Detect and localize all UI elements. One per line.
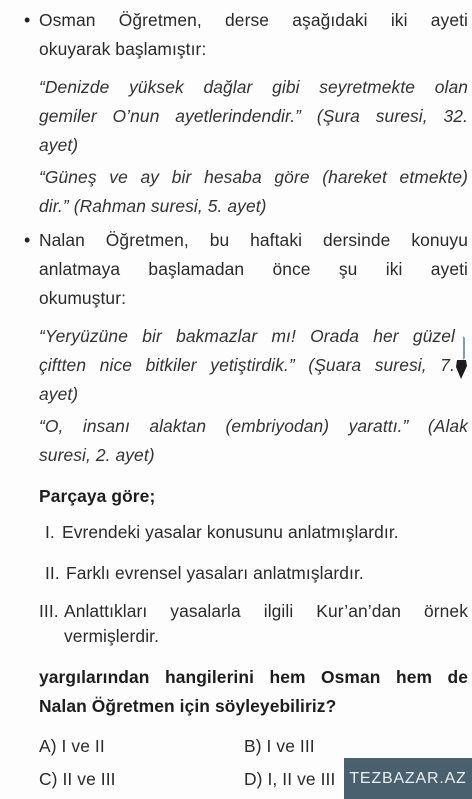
- option-c-text: II ve III: [62, 769, 116, 789]
- osman-quote1-line-2: gemiler O’nun ayetlerindendir.” (Şura suresi, 32.: [39, 106, 468, 126]
- statement-3-text-line-1: Anlattıkları yasalarla ilgili Kur’an’dan örnek: [64, 601, 468, 621]
- nalan-quote1-line-1: “Yeryüzüne bir bakmazlar mı! Orada her güzel: [39, 326, 455, 346]
- statement-3-text-line-2: vermişlerdir.: [64, 626, 160, 646]
- option-a-letter: A): [39, 736, 57, 756]
- option-b[interactable]: [244, 735, 315, 757]
- nalan-text-line-3: okumuştur:: [39, 288, 127, 308]
- question-intro: Parçaya göre;: [39, 486, 156, 506]
- osman-quote1-line-3: ayet): [39, 135, 79, 155]
- option-d-letter: D): [244, 769, 263, 789]
- question-line-1: yargılarından hangilerini hem Osman hem de: [39, 667, 468, 687]
- option-d[interactable]: [244, 768, 335, 790]
- watermark-badge: TEZBAZAR.AZ: [344, 758, 472, 799]
- option-c-letter: C): [39, 769, 58, 789]
- option-c[interactable]: [39, 768, 116, 790]
- option-a[interactable]: [39, 735, 105, 757]
- nalan-quote1-line-3: ayet): [39, 384, 79, 404]
- nalan-quote1-line-2: çiftten nice bitkiler yetiştirdik.” (Şuara suresi, 7.: [39, 355, 455, 375]
- question-line-2: Nalan Öğretmen için söyleyebiliriz?: [39, 696, 337, 716]
- osman-quote1-line-1: “Denizde yüksek dağlar gibi seyretmekte olan: [39, 77, 468, 97]
- osman-quote2-line-2: dir.” (Rahman suresi, 5. ayet): [39, 196, 267, 216]
- bullet-nalan: •: [24, 230, 31, 250]
- osman-text-line-1: Osman Öğretmen, derse aşağıdaki iki ayeti: [39, 10, 468, 30]
- nalan-quote2-line-1: “O, insanı alaktan (embriyodan) yarattı.” (Alak: [39, 416, 468, 436]
- option-b-text: I ve III: [266, 736, 315, 756]
- option-b-letter: B): [244, 736, 262, 756]
- option-a-text: I ve II: [61, 736, 105, 756]
- statement-2-text: Farklı evrensel yasaları anlatmışlardır.: [66, 563, 364, 583]
- statement-1-text: Evrendeki yasalar konusunu anlatmışlardır.: [62, 522, 399, 542]
- nalan-text-line-1: Nalan Öğretmen, bu haftaki dersinde konuyu: [39, 230, 468, 250]
- nalan-quote2-line-2: suresi, 2. ayet): [39, 445, 155, 465]
- statement-2-number: II.: [45, 563, 60, 583]
- option-d-text: I, II ve III: [267, 769, 336, 789]
- osman-text-line-2: okuyarak başlamıştır:: [39, 39, 207, 59]
- bullet-osman: •: [24, 10, 31, 30]
- statement-3-number: III.: [39, 601, 59, 621]
- nalan-text-line-2: anlatmaya başlamadan önce şu iki ayeti: [39, 259, 468, 279]
- pen-cursor-icon: [454, 336, 468, 380]
- osman-quote2-line-1: “Güneş ve ay bir hesaba göre (hareket etmekte): [39, 167, 468, 187]
- statement-1-number: I.: [45, 522, 55, 542]
